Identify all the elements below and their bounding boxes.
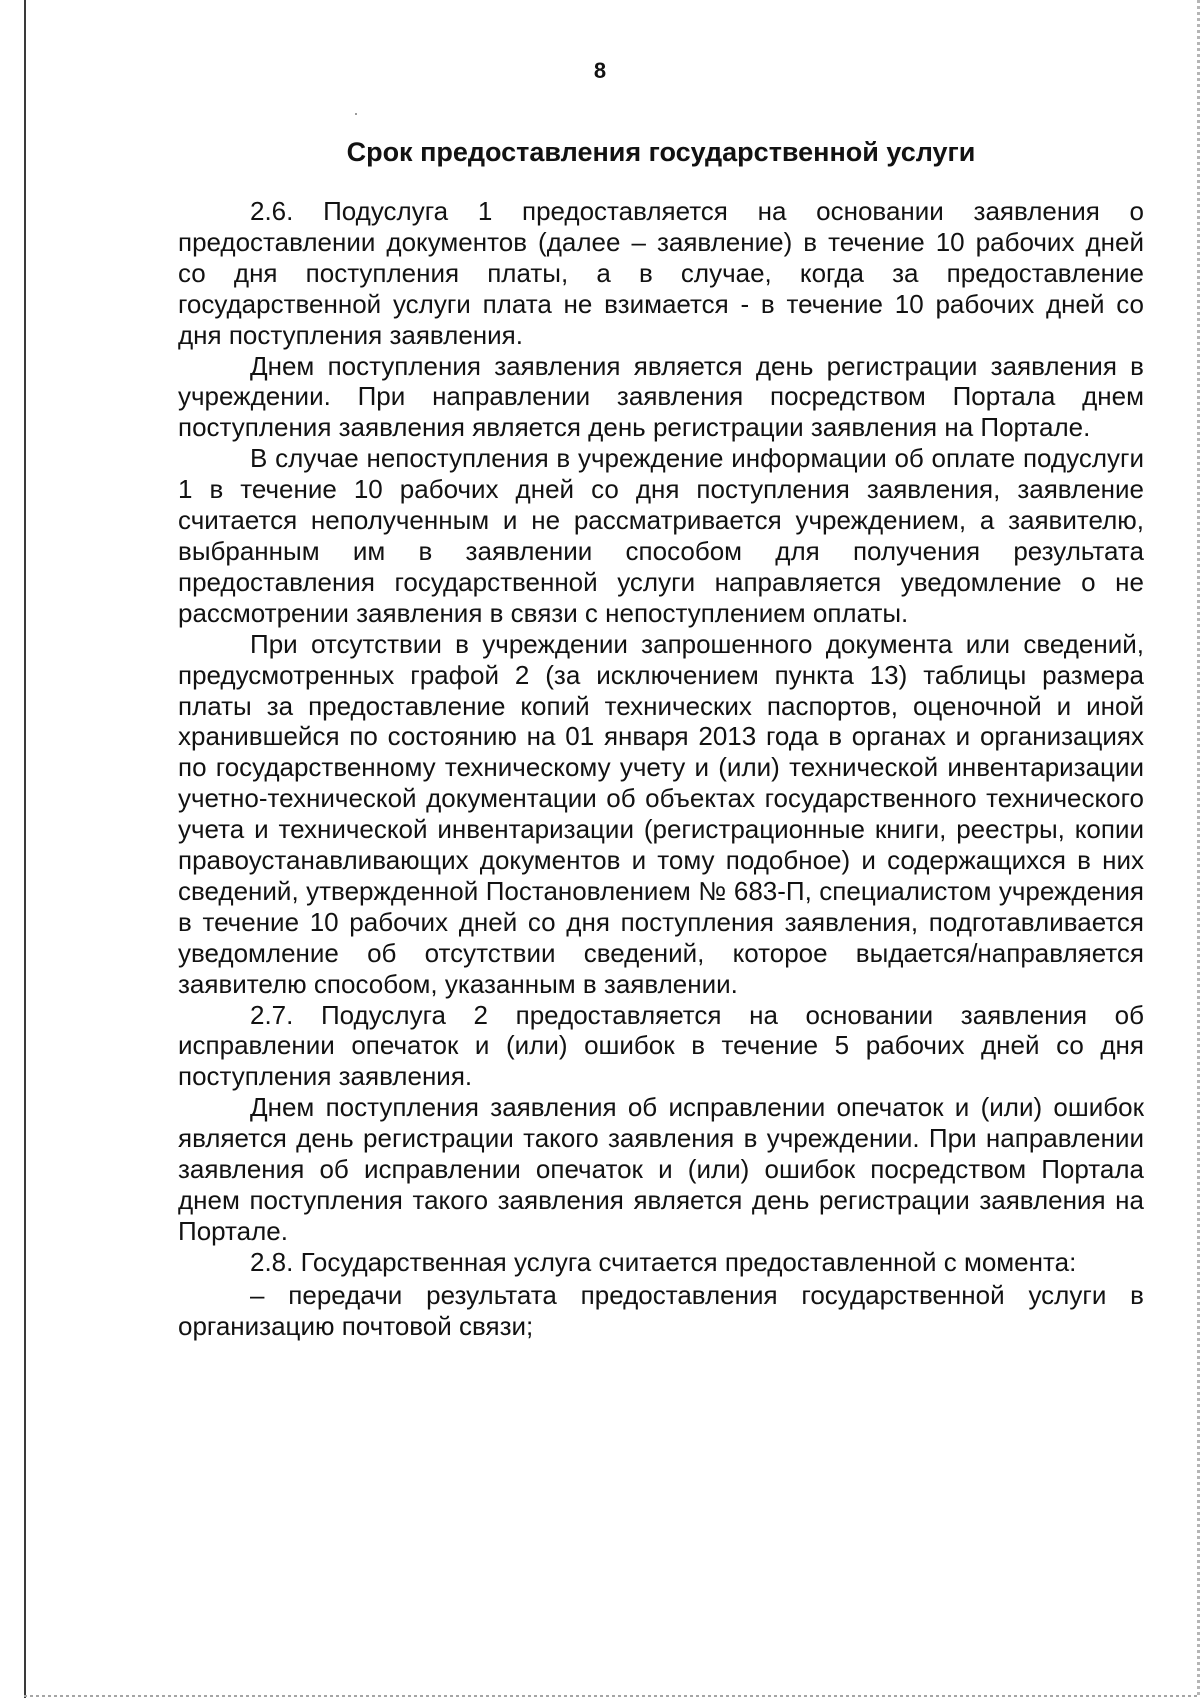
page-number: 8 — [593, 58, 607, 83]
paragraph-non-payment: В случае непоступления в учреждение информации об оплате подуслуги 1 в течение 10 рабочих дней со дня поступления заявления, заявление считается неполученным и не рассматривается учреждением, а заявителю, выбранным им в заявлении способом для получения результата предоставления государственной услуги направляется уведомление о не рассмотрении заявления в связи с непоступлением оплаты. — [178, 443, 1144, 628]
paragraph-postal-transfer: – передачи результата предоставления государственной услуги в организацию почтовой связи; — [178, 1279, 1144, 1341]
document-body — [178, 196, 1144, 1342]
paragraph-2-7: 2.7. Подуслуга 2 предоставляется на основании заявления об исправлении опечаток и (или) ошибок в течение 5 рабочих дней со дня поступления заявления. — [178, 999, 1144, 1092]
paragraph-absence-of-document: При отсутствии в учреждении запрошенного документа или сведений, предусмотренных графой 2 (за исключением пункта 13) таблицы размера платы за предоставление копий технических паспортов, оценочной и иной хранившейся по состоянию на 01 января 2013 года в органах и организациях по государственному техническому учету и (или) технической инвентаризации учетно-технической документации об объектах государственного технического учета и технической инвентаризации (регистрационные книги, реестры, копии правоустанавливающих документов и тому подобное) и содержащихся в них сведений, утвержденной Постановлением № 683-П, специалистом учреждения в течение 10 рабочих дней со дня поступления заявления, подготавливается уведомление об отсутствии сведений, которое выдается/направляется заявителю способом, указанным в заявлении. — [178, 628, 1144, 999]
paragraph-2-8: 2.8. Государственная услуга считается предоставленной с момента: — [250, 1246, 1077, 1277]
scan-left-border — [24, 0, 26, 1698]
paragraph-correction-receipt-day: Днем поступления заявления об исправлении опечаток и (или) ошибок является день регистрации такого заявления в учреждении. При направлении заявления об исправлении опечаток и (или) ошибок посредством Портала днем поступления такого заявления является день регистрации заявления на Портале. — [178, 1092, 1144, 1246]
scan-speck — [355, 113, 357, 115]
scan-bottom-border — [24, 1695, 1200, 1697]
paragraph-2-6: 2.6. Подуслуга 1 предоставляется на основании заявления о предоставлении документов (далее – заявление) в течение 10 рабочих дней со дня поступления платы, а в случае, когда за предоставление государственной услуги плата не взимается - в течение 10 рабочих дней со дня поступления заявления. — [178, 196, 1144, 350]
paragraph-receipt-day: Днем поступления заявления является день регистрации заявления в учреждении. При направлении заявления посредством Портала днем поступления заявления является день регистрации заявления на Портале. — [178, 350, 1144, 443]
section-heading: Срок предоставления государственной услуги — [346, 137, 976, 167]
